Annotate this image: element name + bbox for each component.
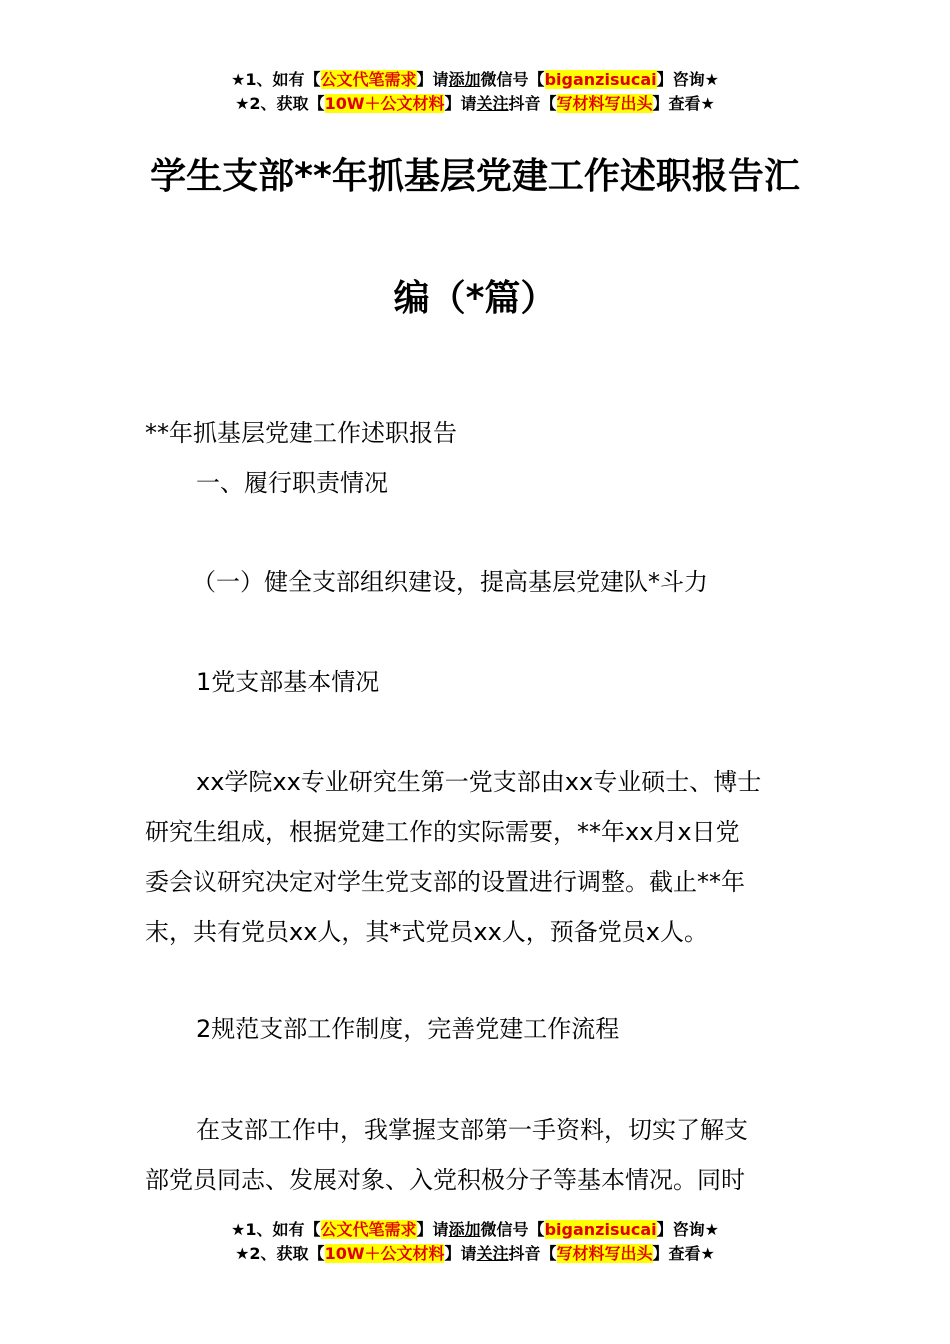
paragraph-line: 研究生组成，根据党建工作的实际需要，**年xx月x日党: [145, 818, 740, 846]
banner-text: 】请: [416, 1220, 449, 1239]
banner-text: 】咨询★: [656, 1220, 719, 1239]
banner-underline: 添加: [448, 70, 481, 89]
banner-line-2: [0, 1242, 950, 1266]
banner-line-2: [0, 92, 950, 116]
paragraph-line: 委会议研究决定对学生党支部的设置进行调整。截止**年: [145, 868, 745, 896]
banner-highlight: 10W＋公文材料: [324, 94, 445, 113]
banner-underline: 添加: [448, 1220, 481, 1239]
section-heading: 一、履行职责情况: [196, 469, 388, 497]
paragraph-2: [145, 1105, 810, 1205]
banner-text: 抖音【: [508, 94, 557, 113]
banner-text: 】请: [444, 94, 477, 113]
paragraph-1: [145, 757, 810, 957]
banner-text: ★1、如有【: [231, 70, 321, 89]
banner-text: 微信号【: [480, 70, 545, 89]
banner-highlight: biganzisucai: [544, 1220, 657, 1239]
banner-highlight: 10W＋公文材料: [324, 1244, 445, 1263]
banner-highlight: 公文代笔需求: [320, 1220, 417, 1239]
banner-highlight: biganzisucai: [544, 70, 657, 89]
subsection-heading: （一）健全支部组织建设，提高基层党建队*斗力: [192, 568, 708, 596]
banner-line-1: [0, 68, 950, 92]
paragraph-line: 末，共有党员xx人，其*式党员xx人，预备党员x人。: [145, 918, 709, 946]
banner-text: ★2、获取【: [235, 1244, 325, 1263]
banner-highlight: 写材料写出头: [556, 94, 653, 113]
banner-text: 抖音【: [508, 1244, 557, 1263]
paragraph-line: 在支部工作中，我掌握支部第一手资料，切实了解支: [196, 1116, 748, 1144]
banner-text: 】请: [416, 70, 449, 89]
banner-text: 】请: [444, 1244, 477, 1263]
report-subtitle: **年抓基层党建工作述职报告: [145, 419, 457, 447]
banner-line-1: [0, 1218, 950, 1242]
banner-text: 微信号【: [480, 1220, 545, 1239]
banner-underline: 关注: [476, 94, 509, 113]
item-heading-1: 1党支部基本情况: [196, 668, 380, 696]
banner-text: ★2、获取【: [235, 94, 325, 113]
banner-text: ★1、如有【: [231, 1220, 321, 1239]
footer-banner: [0, 1218, 950, 1266]
banner-text: 】查看★: [652, 1244, 715, 1263]
document-title-line-2: 编（*篇）: [393, 278, 557, 319]
banner-text: 】查看★: [652, 94, 715, 113]
header-banner: [0, 68, 950, 116]
banner-underline: 关注: [476, 1244, 509, 1263]
banner-text: 】咨询★: [656, 70, 719, 89]
banner-highlight: 公文代笔需求: [320, 70, 417, 89]
item-heading-2: 2规范支部工作制度，完善党建工作流程: [196, 1015, 620, 1043]
paragraph-line: xx学院xx专业研究生第一党支部由xx专业硕士、博士: [196, 768, 762, 796]
paragraph-line: 部党员同志、发展对象、入党积极分子等基本情况。同时: [145, 1166, 745, 1194]
document-title-line-1: 学生支部**年抓基层党建工作述职报告汇: [150, 156, 800, 197]
banner-highlight: 写材料写出头: [556, 1244, 653, 1263]
